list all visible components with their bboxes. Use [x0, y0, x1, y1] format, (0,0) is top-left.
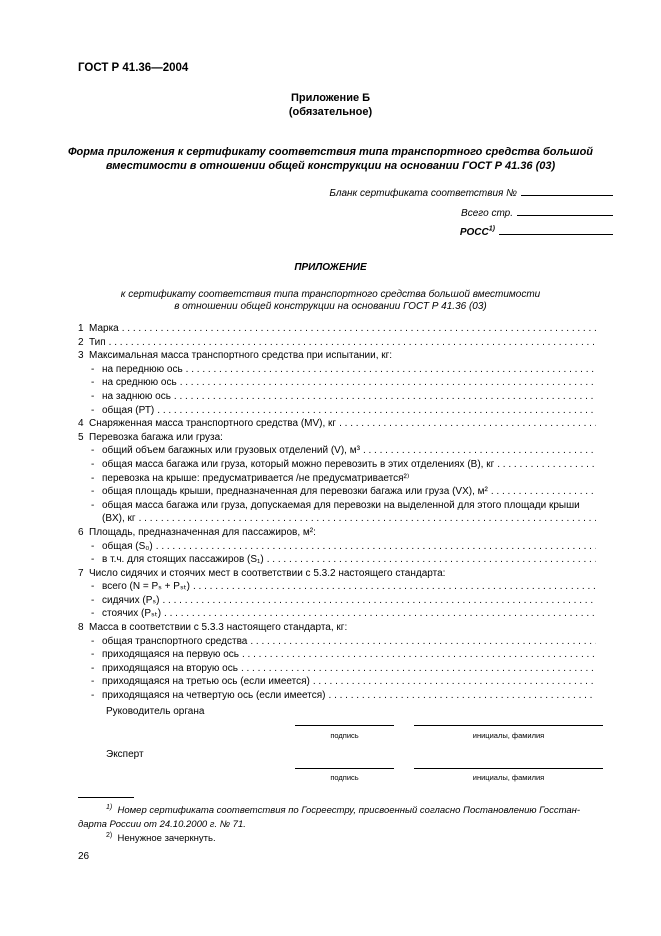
- dot-leader: [139, 512, 596, 526]
- form-item-label: [78, 444, 360, 458]
- form-item-number: 6: [78, 526, 84, 538]
- form-item-text: Перевозка багажа или груза:: [89, 431, 223, 443]
- footnote-1-line-1: Номер сертификата соответствия по Госреестру, присвоенный согласно Постановлению Госстан-: [117, 805, 581, 817]
- form-item-dash: -: [91, 581, 95, 593]
- footnote-2: [78, 829, 618, 846]
- form-item-row: [78, 512, 596, 526]
- form-item-text: общая масса багажа или груза, который можно перевозить в этих отделениях (B), кг: [102, 458, 495, 470]
- form-item-label: [78, 499, 580, 513]
- footnote-2-text: Ненужное зачеркнуть.: [117, 833, 216, 845]
- form-item-row: [78, 363, 596, 377]
- form-item-label: [78, 553, 264, 567]
- form-item-label: [78, 512, 136, 526]
- form-item-label: [78, 417, 336, 431]
- form-item-row: [78, 526, 596, 540]
- expert-sign-caption: подпись: [330, 773, 359, 782]
- form-item-row: [78, 540, 596, 554]
- form-item-label: [78, 621, 347, 635]
- form-item-text: на среднюю ось: [102, 377, 177, 389]
- dot-leader: [157, 404, 596, 418]
- form-item-dash: -: [91, 608, 95, 620]
- dot-leader: [174, 390, 596, 404]
- form-item-label: [78, 567, 445, 581]
- form-item-text: приходящаяся на первую ось: [102, 649, 239, 661]
- dot-leader: [491, 485, 596, 499]
- form-title-line-1: Форма приложения к сертификату соответствия типа транспортного средства большой: [67, 146, 594, 158]
- form-item-text: приходящаяся на четвертую ось (если имеется): [102, 690, 326, 702]
- footnote-1: [78, 801, 618, 832]
- expert-sign-line: [295, 768, 394, 769]
- form-item-row: [78, 594, 596, 608]
- total-pages-blank: [517, 205, 613, 216]
- ross-label: РОСС: [459, 227, 489, 238]
- form-item-text: в т.ч. для стоящих пассажиров (S₁): [102, 554, 264, 566]
- form-item-label: [78, 540, 153, 554]
- document-code: ГОСТ Р 41.36—2004: [78, 62, 189, 74]
- form-item-row: [78, 567, 596, 581]
- form-item-row: [78, 648, 596, 662]
- form-item-dash: -: [91, 499, 95, 511]
- form-item-text: приходящаяся на третью ось (если имеется): [102, 676, 310, 688]
- form-item-number: 1: [78, 323, 84, 334]
- form-item-dash: -: [91, 486, 95, 498]
- dot-leader: [339, 417, 596, 431]
- form-item-text: перевозка на крыше: предусматривается /не предусматривается²⁾: [102, 472, 410, 484]
- form-item-label: [78, 580, 190, 594]
- form-item-label: [78, 336, 106, 350]
- total-pages-field: [461, 205, 613, 219]
- form-item-dash: -: [91, 404, 95, 416]
- appendix-title: Приложение Б: [290, 92, 371, 104]
- form-item-label: [78, 322, 119, 336]
- dot-leader: [250, 635, 596, 649]
- form-item-row: [78, 458, 596, 472]
- form-item-dash: -: [91, 472, 95, 484]
- form-item-row: [78, 553, 596, 567]
- footnote-1-mark: 1): [106, 804, 113, 811]
- form-title-line-2: вместимости в отношении общей конструкции на основании ГОСТ Р 41.36 (03): [105, 160, 556, 172]
- form-item-label: [78, 458, 494, 472]
- cert-form-blank: [521, 185, 613, 196]
- form-item-text: на переднюю ось: [102, 363, 183, 375]
- head-label: Руководитель органа: [106, 706, 205, 717]
- form-item-label: [78, 390, 171, 404]
- dot-leader: [162, 594, 596, 608]
- expert-name-line: [414, 768, 603, 769]
- form-item-row: [78, 580, 596, 594]
- form-item-row: [78, 376, 596, 390]
- footnote-separator: [78, 797, 134, 798]
- page-number: 26: [78, 851, 90, 862]
- form-item-dash: -: [91, 662, 95, 674]
- form-item-number: 4: [78, 418, 84, 430]
- cert-form-field: [329, 185, 613, 199]
- head-sign-line: [295, 725, 394, 726]
- form-item-label: [78, 404, 154, 418]
- form-item-dash: -: [91, 594, 95, 606]
- form-item-dash: -: [91, 554, 95, 566]
- form-item-row: [78, 675, 596, 689]
- form-item-number: 5: [78, 431, 84, 443]
- form-item-text: общая (РТ): [102, 404, 155, 416]
- dot-leader: [497, 458, 596, 472]
- supplement-heading: ПРИЛОЖЕНИЕ: [294, 262, 367, 273]
- form-item-row: [78, 390, 596, 404]
- form-item-label: [78, 363, 183, 377]
- form-item-label: [78, 431, 223, 445]
- dot-leader: [267, 553, 596, 567]
- form-item-dash: -: [91, 445, 95, 457]
- footnote-1-line-2: дарта России от 24.10.2000 г. № 71.: [78, 819, 246, 831]
- form-item-row: [78, 322, 596, 336]
- form-item-text: (BX), кг: [102, 513, 136, 525]
- form-item-number: 3: [78, 350, 84, 362]
- form-item-row: [78, 431, 596, 445]
- form-item-text: Число сидячих и стоячих мест в соответствии с 5.3.2 настоящего стандарта:: [89, 567, 446, 579]
- form-item-row: [78, 336, 596, 350]
- dot-leader: [329, 689, 596, 703]
- form-item-label: [78, 607, 161, 621]
- form-item-text: приходящаяся на вторую ось: [102, 662, 238, 674]
- dot-leader: [156, 540, 596, 554]
- form-item-text: Площадь, предназначенная для пассажиров, м²:: [89, 526, 316, 538]
- form-item-text: Тип: [89, 336, 106, 348]
- ross-field: [460, 224, 613, 238]
- form-item-row: [78, 635, 596, 649]
- form-item-label: [78, 675, 310, 689]
- form-item-dash: -: [91, 676, 95, 688]
- head-sign-caption: подпись: [330, 731, 359, 740]
- form-item-label: [78, 349, 392, 363]
- ross-blank: [499, 224, 613, 235]
- dot-leader: [122, 322, 596, 336]
- form-item-text: сидячих (Pₛ): [102, 594, 160, 606]
- dot-leader: [363, 444, 596, 458]
- form-item-number: 2: [78, 336, 84, 348]
- form-item-dash: -: [91, 540, 95, 552]
- form-item-dash: -: [91, 649, 95, 661]
- dot-leader: [241, 662, 596, 676]
- form-item-label: [78, 485, 488, 499]
- form-item-dash: -: [91, 390, 95, 402]
- expert-label: Эксперт: [106, 749, 144, 760]
- form-item-row: [78, 404, 596, 418]
- head-name-line: [414, 725, 603, 726]
- form-item-row: [78, 662, 596, 676]
- form-item-row: [78, 444, 596, 458]
- form-item-dash: -: [91, 377, 95, 389]
- dot-leader: [180, 376, 596, 390]
- form-item-label: [78, 472, 409, 486]
- dot-leader: [242, 648, 596, 662]
- form-item-label: [78, 594, 159, 608]
- expert-name-caption: инициалы, фамилия: [472, 773, 545, 782]
- form-item-row: [78, 485, 596, 499]
- form-item-row: [78, 417, 596, 431]
- form-item-dash: -: [91, 690, 95, 702]
- form-item-label: [78, 376, 177, 390]
- dot-leader: [313, 675, 596, 689]
- form-item-row: [78, 499, 596, 513]
- dot-leader: [186, 363, 596, 377]
- form-item-text: Масса в соответствии с 5.3.3 настоящего стандарта, кг:: [89, 622, 348, 634]
- form-item-row: [78, 689, 596, 703]
- head-name-caption: инициалы, фамилия: [472, 731, 545, 740]
- footnote-2-mark: 2): [106, 832, 113, 839]
- form-item-row: [78, 472, 596, 486]
- dot-leader: [193, 580, 596, 594]
- form-item-text: общий объем багажных или грузовых отделений (V), м³: [102, 445, 360, 457]
- form-item-label: [78, 689, 326, 703]
- form-item-dash: -: [91, 458, 95, 470]
- form-item-label: [78, 648, 239, 662]
- cert-form-label: Бланк сертификата соответствия №: [329, 188, 517, 199]
- dot-leader: [164, 607, 596, 621]
- form-item-text: общая масса багажа или груза, допускаемая для перевозки на выделенной для этого площади крыши: [102, 499, 580, 511]
- supplement-subtitle-1: к сертификату соответствия типа транспортного средства большой вместимости: [120, 289, 541, 300]
- form-item-row: [78, 621, 596, 635]
- form-item-text: общая площадь крыши, предназначенная для перевозки багажа или груза (VX), м²: [102, 486, 488, 498]
- form-item-text: Максимальная масса транспортного средства при испытании, кг:: [89, 350, 393, 362]
- form-item-number: 8: [78, 622, 84, 634]
- dot-leader: [109, 336, 596, 350]
- form-items-list: [78, 322, 596, 703]
- appendix-status: (обязательное): [288, 106, 373, 118]
- form-item-text: всего (N = Pₛ + Pₛₜ): [102, 581, 190, 593]
- form-item-row: [78, 607, 596, 621]
- total-pages-label: Всего стр.: [461, 208, 513, 219]
- form-item-dash: -: [91, 363, 95, 375]
- form-item-text: общая транспортного средства: [102, 635, 248, 647]
- form-item-label: [78, 526, 316, 540]
- form-item-text: на заднюю ось: [102, 390, 171, 402]
- supplement-subtitle-2: в отношении общей конструкции на основании ГОСТ Р 41.36 (03): [174, 301, 487, 312]
- ross-footnote-mark: 1): [488, 225, 495, 233]
- form-item-text: Снаряженная масса транспортного средства (MV), кг: [89, 418, 337, 430]
- form-item-text: Марка: [89, 323, 119, 334]
- form-item-label: [78, 635, 247, 649]
- form-item-label: [78, 662, 238, 676]
- form-item-text: общая (S₀): [102, 540, 153, 552]
- form-item-row: [78, 349, 596, 363]
- form-item-number: 7: [78, 567, 84, 579]
- form-item-text: стоячих (Pₛₜ): [102, 608, 162, 620]
- form-item-dash: -: [91, 635, 95, 647]
